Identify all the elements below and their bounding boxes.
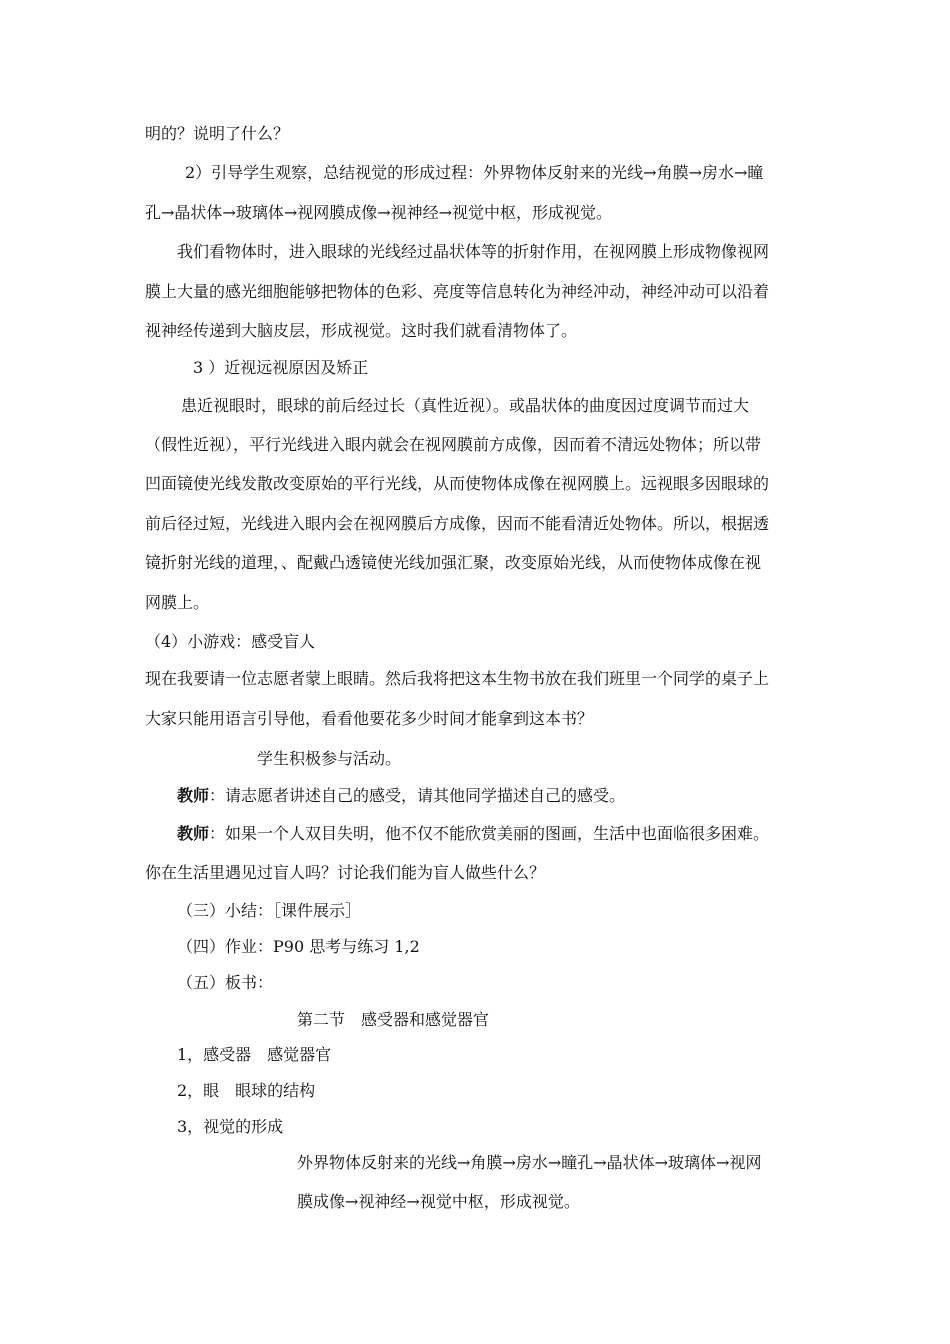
section-heading: （4）小游戏：感受盲人	[145, 632, 316, 651]
board-item: 2，眼 眼球的结构	[177, 1081, 316, 1100]
section-heading: （三）小结：［课件展示］	[177, 901, 362, 920]
board-title: 第二节 感受器和感觉器官	[297, 1010, 490, 1029]
board-text: 外界物体反射来的光线→角膜→房水→瞳孔→晶状体→玻璃体→视网	[297, 1153, 762, 1172]
section-heading: 3 ）近视远视原因及矫正	[193, 358, 369, 377]
text-line: 现在我要请一位志愿者蒙上眼睛。然后我将把这本生物书放在我们班里一个同学的桌子上	[145, 669, 770, 688]
text-line: 前后径过短，光线进入眼内会在视网膜后方成像，因而不能看清近处物体。所以，根据透	[145, 514, 770, 533]
speaker-label: 教师	[177, 786, 210, 805]
text-line: 你在生活里遇见过盲人吗？讨论我们能为盲人做些什么？	[145, 863, 546, 882]
text-line: 学生积极参与活动。	[257, 749, 402, 768]
speaker-text: ：如果一个人双目失明，他不仅不能欣赏美丽的图画，生活中也面临很多困难。	[209, 824, 770, 843]
board-item: 1，感受器 感觉器官	[177, 1045, 332, 1064]
text-line: 我们看物体时，进入眼球的光线经过晶状体等的折射作用，在视网膜上形成物像视网	[177, 242, 770, 261]
text-line: 明的？说明了什么？	[145, 124, 290, 143]
section-heading: （五）板书：	[177, 973, 274, 992]
speaker-text: ：请志愿者讲述自己的感受，请其他同学描述自己的感受。	[209, 786, 626, 805]
text-line: 凹面镜使光线发散改变原始的平行光线，从而使物体成像在视网膜上。远视眼多因眼球的	[145, 474, 770, 493]
text-line: 膜上大量的感光细胞能够把物体的色彩、亮度等信息转化为神经冲动，神经冲动可以沿着	[145, 282, 770, 301]
text-line: （假性近视），平行光线进入眼内就会在视网膜前方成像，因而着不清远处物体；所以带	[145, 435, 762, 454]
text-line: 2）引导学生观察，总结视觉的形成过程：外界物体反射来的光线→角膜→房水→瞳	[185, 163, 764, 182]
teacher-line	[177, 824, 769, 844]
text-line: 孔→晶状体→玻璃体→视网膜成像→视神经→视觉中枢，形成视觉。	[145, 203, 613, 222]
text-line: 患近视眼时，眼球的前后经过长（真性近视）。或晶状体的曲度因过度调节而过大	[181, 396, 750, 415]
board-item: 3，视觉的形成	[177, 1117, 284, 1136]
text-line: 视神经传递到大脑皮层，形成视觉。这时我们就看清物体了。	[145, 321, 578, 340]
section-heading: （四）作业：P90 思考与练习 1,2	[177, 937, 420, 956]
teacher-line	[177, 786, 625, 806]
speaker-label: 教师	[177, 824, 210, 843]
text-line: 网膜上。	[145, 593, 210, 612]
board-text: 膜成像→视神经→视觉中枢，形成视觉。	[297, 1192, 580, 1211]
text-line: 镜折射光线的道理，、配戴凸透镜使光线加强汇聚，改变原始光线，从而使物体成像在视	[145, 553, 762, 572]
text-line: 大家只能用语言引导他，看看他要花多少时间才能拿到这本书？	[145, 709, 594, 728]
